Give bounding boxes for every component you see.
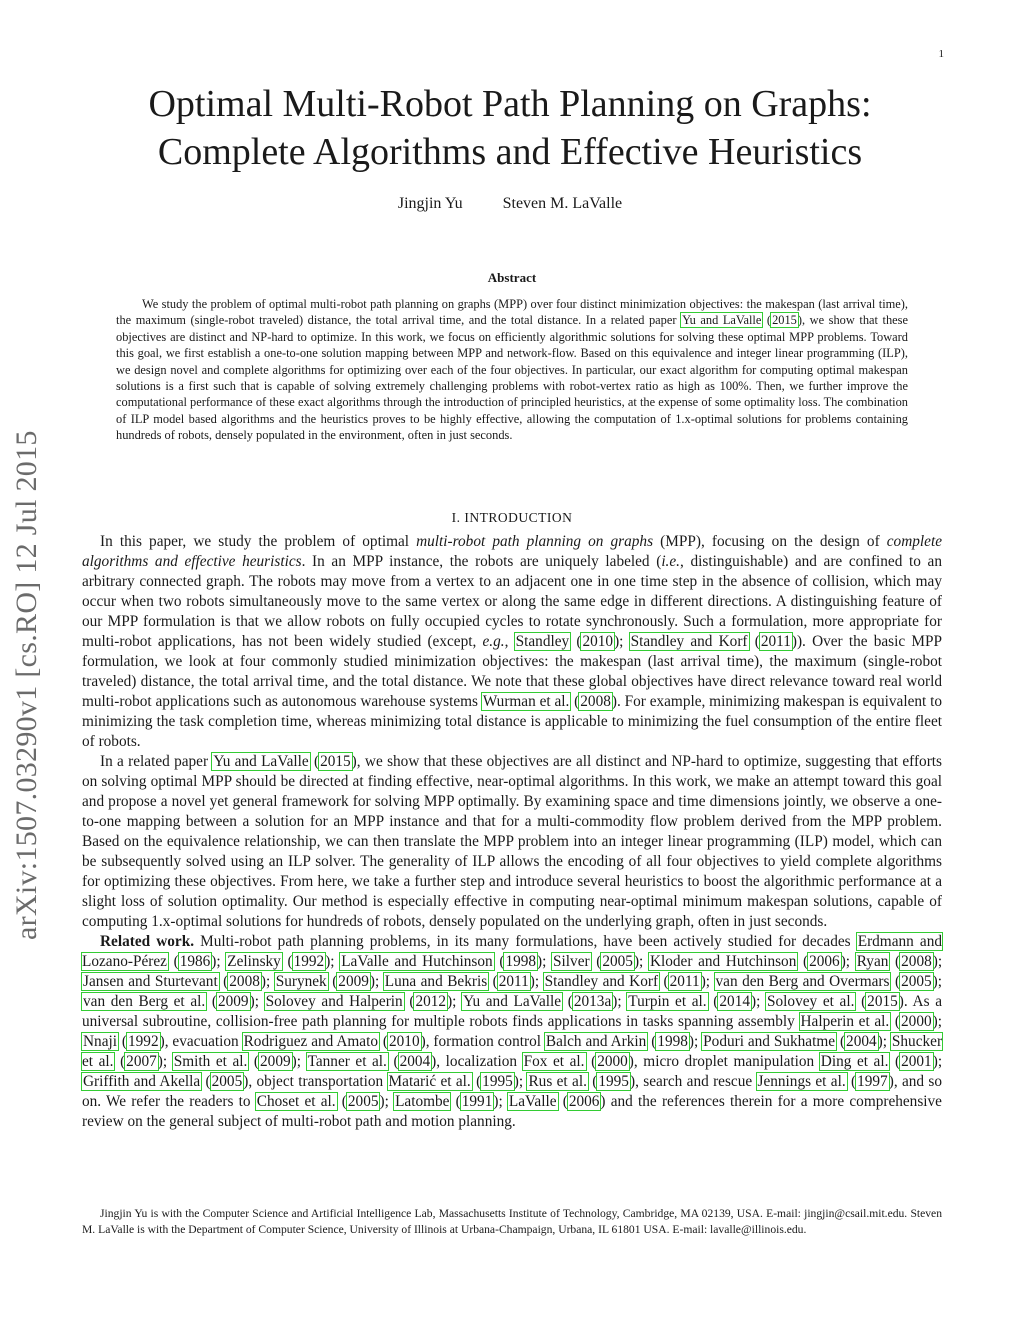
emphasis: i.e. (661, 553, 681, 570)
author-list (100, 195, 920, 213)
intro-paragraph-1: In this paper, we study the problem of optimal multi-robot path planning on graphs (MPP), focusing on the design of complete algorithms and effective heuristics. In an MPP instance, the robots are uniquely labeled (i.e., distinguishable) and are confined to an arbitrary connected graph. The robots may move from a vertex to an adjacent one in one time step in the absence of collision, which may occur when two robots simultaneously move to the same vertex or along the same edge in different directions. A distinguishing feature of our MPP formulation is that we allow robots on fully occupied cycles to rotate synchronously. Such a formulation, more appropriate for multi-robot applications, has not been widely studied (except, e.g., Standley (2010); Standley and Korf (2011)). Over the basic MPP formulation, we look at four commonly studied minimization objectives: the makespan (last arrival time), the maximum (single-robot traveled) distance, the total arrival time, and the total distance. We note that these global objectives have direct relevance toward real world multi-robot applications such as autonomous warehouse systems Wurman et al. (2008). For example, minimizing makespan is equivalent to minimizing the task completion time, whereas minimizing total distance is applicable to minimizing the fuel consumption of the entire fleet of robots. (82, 533, 943, 750)
citation-year-link[interactable]: 2012 (415, 993, 447, 1010)
citation-year-link[interactable]: 2014 (719, 993, 750, 1010)
text: ; (882, 1033, 891, 1050)
abstract-text-2: , we show that these objectives are distinct and NP-hard to optimize. In this work, we focus on efficiently algorithmic solutions for solving these optimal MPP problems. Toward this goal, we first establish a one-to-one solution mapping between MPP and network-flow. Based on this equivalence and integer linear programming (ILP), we design novel and complete algorithms for optimizing over each of the four objectives. In particular, our exact algorithm for computing optimal makespan solutions is a first such that is capable of solving extremely challenging problems with robot-vertex ratio as high as 100%. Then, we further improve the computational performance of these exact algorithms through the introduction of principled heuristics, at the expense of some optimality loss. The combination of ILP model based algorithms and the heuristics proves to be highly effective, allowing the computation of 1.x-optimal solutions for problems containing hundreds of robots, densely populated in the environment, often in just seconds. (116, 313, 908, 443)
citation-link[interactable]: Latombe (395, 1093, 450, 1110)
citation-link[interactable]: LaValle and Hutchinson (341, 953, 493, 970)
citation-link[interactable]: Solovey et al. (767, 993, 855, 1010)
text: ; (452, 993, 463, 1010)
text: ; (498, 1093, 508, 1110)
citation-link[interactable]: Luna and Bekris (384, 973, 488, 990)
section-heading-introduction: I. INTRODUCTION (451, 510, 573, 525)
text: . For example, minimizing makespan is equivalent to minimizing the task completion time, whereas minimizing total distance is applicable to minimizing the fuel consumption of the entire fleet of robots. (82, 693, 943, 750)
citation-year-link[interactable]: 2004 (846, 1033, 877, 1050)
citation-year-link[interactable]: 2005 (211, 1073, 243, 1090)
text: ; (694, 1033, 703, 1050)
citation-link[interactable]: Silver (553, 953, 590, 970)
citation-link[interactable]: Ding et al. (820, 1053, 889, 1070)
citation-link[interactable]: Tanner et al. (307, 1053, 387, 1070)
citation-year-link[interactable]: 1998 (505, 953, 537, 970)
emphasis: complete algorithms and effective heuristics (82, 533, 942, 570)
text: , object transportation (248, 1073, 388, 1090)
text: ; (216, 953, 227, 970)
text: . In an MPP instance, the robots are uniquely labeled ( (301, 553, 662, 570)
text: , micro droplet manipulation (633, 1053, 820, 1070)
citation-link[interactable]: Choset et al. (256, 1093, 336, 1110)
citation-year-link[interactable]: 2005 (602, 953, 633, 970)
text: , and so on. We refer the readers to (82, 1073, 943, 1110)
citation-link[interactable]: Nnaji (83, 1033, 117, 1050)
citation-year-link[interactable]: 2008 (580, 693, 611, 710)
citation-year-link[interactable]: 1992 (128, 1033, 159, 1050)
citation-year-link[interactable]: 2015 (320, 753, 351, 770)
text: ; (534, 973, 544, 990)
citation-link[interactable]: van den Berg and Overmars (715, 973, 890, 990)
citation-year-link[interactable]: 2001 (901, 1053, 932, 1070)
text: ; (384, 1093, 395, 1110)
text: , formation control (425, 1033, 545, 1050)
citation-year-link[interactable]: 2011 (498, 973, 529, 990)
related-work-label: Related work. (100, 933, 195, 950)
citation-year-link[interactable]: 2005 (347, 1093, 379, 1110)
text: ; (518, 1073, 528, 1090)
citation-year-link[interactable]: 1995 (482, 1073, 513, 1090)
citation-link[interactable]: Zelinsky (227, 953, 281, 970)
emphasis: multi-robot path planning on graphs (416, 533, 654, 550)
citation-year-link[interactable]: 2005 (901, 973, 932, 990)
citation-link[interactable]: Wurman et al. (482, 693, 570, 710)
citation-link[interactable]: Kloder and Hutchinson (649, 953, 797, 970)
citation-link[interactable]: Halperin et al. (800, 1013, 890, 1030)
citation-year-link[interactable]: 1997 (857, 1073, 888, 1090)
page-number: 1 (938, 48, 944, 60)
text: ; (617, 993, 628, 1010)
text: ; (937, 953, 943, 970)
title-line-2: Complete Algorithms and Effective Heuristics (157, 131, 863, 173)
citation-year-link[interactable]: 2006 (809, 953, 840, 970)
citation-link[interactable]: Poduri and Sukhatme (703, 1033, 836, 1050)
text: ; (254, 993, 265, 1010)
citation-year-link[interactable]: 2007 (126, 1053, 157, 1070)
intro-paragraph-2: In a related paper Yu and LaValle (2015), we show that these objectives are all distinct and NP-hard to optimize, suggesting that efforts on solving optimal MPP should be directed at finding effective, near-optimal algorithms. In this work, we make an attempt toward this goal and propose a novel yet general framework for solving MPP optimally. By examining space and time dimensions jointly, we observe a one-to-one mapping between a solution for an MPP instance and that for a multi-commodity flow problem derived from the MPP problem. Based on the equivalence relationship, we can then translate the MPP problem into an integer linear programming (ILP) model, which can be subsequently solved using an ILP solver. The generality of ILP allows the encoding of all four objectives to yield complete algorithms for optimizing these objectives. From here, we take a further step and introduce several heuristics to boost the algorithmic performance at a slight loss of solution optimality. Our method is especially effective in computing near-optimal minimum makespan solutions, capable of computing 1.x-optimal solutions for hundreds of robots, densely populated on the underlying graph, often in just seconds. (82, 753, 943, 930)
citation-link[interactable]: Balch and Arkin (545, 1033, 647, 1050)
text: In this paper, we study the problem of optimal (100, 533, 417, 550)
author-2: Steven M. LaValle (502, 195, 623, 212)
citation-year-link[interactable]: 2006 (568, 1093, 600, 1110)
citation-year-link[interactable]: 2000 (597, 1053, 628, 1070)
text: , we show that these objectives are all distinct and NP-hard to optimize, suggesting that efforts on solving optimal MPP should be directed at finding effective, near-optimal algorithms. In this work, we make an attempt toward this goal and propose a novel yet general framework for solving MPP optimally. By examining space and time dimensions jointly, we observe a one-to-one mapping between a solution for an MPP instance and that for a multi-commodity flow problem derived from the MPP problem. Based on the equivalence relationship, we can then translate the MPP problem into an integer linear programming (ILP) model, which can be subsequently solved using an ILP solver. The generality of ILP allows the encoding of all four objectives to yield complete algorithms for optimizing these objectives. From here, we take a further step and introduce several heuristics to boost the algorithmic performance at a slight loss of solution optimality. Our method is especially effective in computing near-optimal minimum makespan solutions, capable of computing 1.x-optimal solutions for hundreds of robots, densely populated on the underlying graph, often in just seconds. (82, 753, 943, 930)
citation-year-link[interactable]: 2009 (260, 1053, 291, 1070)
emphasis: e.g. (482, 633, 505, 650)
text: , evacuation (164, 1033, 243, 1050)
related-work-paragraph (82, 932, 942, 1132)
text: , distinguishable) and are confined to an arbitrary connected graph. The robots may move from a vertex to an adjacent one in one time step in the absence of collision, which may occur when two robots simultaneously move to the same vertex or along the same edge in different directions. A distinguishing feature of our MPP formulation is that we allow robots on fully occupied cycles to rotate synchronously. Such a formulation, more appropriate for multi-robot applications, has not been widely studied (except, (82, 553, 942, 650)
citation-year-link[interactable]: 2008 (229, 973, 260, 990)
paper-title (100, 80, 920, 176)
citation-link[interactable]: Fox et al. (523, 1053, 585, 1070)
text: ; (845, 953, 856, 970)
introduction-body (82, 532, 942, 1132)
citation-year-link[interactable]: 2011 (669, 973, 700, 990)
citation-link[interactable]: Shucker et al. (82, 1033, 943, 1070)
citation-link[interactable]: Yu and LaValle (463, 993, 562, 1010)
text: , (504, 633, 515, 650)
text: and the references therein for a more comprehensive review on the general subject of multi-robot path and motion planning. (82, 1093, 942, 1130)
citation-link[interactable]: Rus et al. (528, 1073, 587, 1090)
text: , search and rescue (635, 1073, 757, 1090)
citation-link[interactable]: Turpin et al. (628, 993, 707, 1010)
citation-link[interactable]: Erdmann and Lozano-Pérez (82, 933, 942, 970)
citation-link[interactable]: Matarić et al. (388, 1073, 471, 1090)
citation-year-link[interactable]: 2000 (901, 1013, 932, 1030)
citation-year-link[interactable]: 2004 (399, 1053, 431, 1070)
related-work-citations: Erdmann and Lozano-Pérez (1986); Zelinsky (1992); LaValle and Hutchinson (1998); Silver (2005); Kloder and Hutchinson (2006); Ryan (2008); Jansen and Sturtevant (2008); Surynek (2009); Luna and Bekris (2011); Standley and Korf (2011); van den Berg and Overmars (2005); van den Berg et al. (2009); Solovey and Halperin (2012); Yu and LaValle (2013a); Turpin et al. (2014); Solovey et al. (2015). As a universal subroutine, collision-free path planning for multiple robots finds applications in tasks spanning assembly Halperin et al. (2000); Nnaji (1992), evacuation Rodriguez and Amato (2010), formation control Balch and Arkin (1998); Poduri and Sukhatme (2004); Shucker et al. (2007); Smith et al. (2009); Tanner et al. (2004), localization Fox et al. (2000), micro droplet manipulation Ding et al. (2001); Griffith and Akella (2005), object transportation Matarić et al. (1995); Rus et al. (1995), search and rescue Jennings et al. (1997), and so on. We refer the readers to Choset et al. (2005); Latombe (1991); LaValle (2006) (82, 933, 943, 1110)
text: . As a universal subroutine, collision-free path planning for multiple robots finds applications in tasks spanning assembly (82, 993, 942, 1030)
citation-link[interactable]: Yu and LaValle (213, 753, 309, 770)
citation-year-link[interactable]: 1995 (598, 1073, 629, 1090)
text: (MPP), focusing on the design of (653, 533, 887, 550)
author-1: Jingjin Yu (397, 195, 463, 212)
citation-year-link[interactable]: 2009 (338, 973, 369, 990)
citation-year-link[interactable]: 2009 (217, 993, 249, 1010)
citation-year-link[interactable]: 2015 (772, 313, 797, 328)
citation-link[interactable]: Surynek (275, 973, 327, 990)
citation-link[interactable]: Rodriguez and Amato (243, 1033, 378, 1050)
text: ; (937, 1053, 943, 1070)
text: Multi-robot path planning problems, in its many formulations, have been actively studied for decades (194, 933, 857, 950)
citation-link[interactable]: Standley and Korf (630, 633, 748, 650)
author-affiliation-footnote: Jingjin Yu is with the Computer Science and Artificial Intelligence Lab, Massachusetts Institute of Technology, Cambridge, MA 02139, USA. E-mail: jingjin@csail.mit.edu. Steven M. LaValle is with the Department of Computer Science, University of Illinois at Urbana-Champaign, Urbana, IL 61801 USA. E-mail: lavalle@illinois.edu. (82, 1207, 942, 1236)
citation-year-link[interactable]: 2010 (389, 1033, 420, 1050)
abstract-text-1: We study the problem of optimal multi-robot path planning on graphs (MPP) over four distinct minimization objectives: the makespan (last arrival time), the maximum (single-robot traveled) distance, the total arrival time, and the total distance. In a related paper (116, 297, 908, 328)
text: ; (756, 993, 767, 1010)
citation-link[interactable]: Standley (515, 633, 570, 650)
citation-link[interactable]: Jennings et al. (757, 1073, 846, 1090)
citation-link[interactable]: LaValle (508, 1093, 557, 1110)
citation-link[interactable]: Solovey and Halperin (265, 993, 403, 1010)
citation-year-link[interactable]: 2011 (760, 633, 791, 650)
text: ; (375, 973, 384, 990)
text: In a related paper (100, 753, 213, 770)
citation-year-link[interactable]: 2008 (901, 953, 932, 970)
citation-link[interactable]: van den Berg et al. (83, 993, 206, 1010)
citation-year-link[interactable]: 1998 (657, 1033, 688, 1050)
text: ; (542, 953, 553, 970)
citation-year-link[interactable]: 1991 (461, 1093, 493, 1110)
citation-link[interactable]: Standley and Korf (544, 973, 659, 990)
text: ; (705, 973, 715, 990)
citation-link[interactable]: Ryan (856, 953, 889, 970)
citation-year-link[interactable]: 1986 (179, 953, 211, 970)
text: ; (330, 953, 341, 970)
text: ; (265, 973, 275, 990)
text: ; (937, 1013, 942, 1030)
title-line-1: Optimal Multi-Robot Path Planning on Graphs: (148, 83, 872, 125)
abstract-body: We study the problem of optimal multi-robot path planning on graphs (MPP) over four distinct minimization objectives: the makespan (last arrival time), the maximum (single-robot traveled) distance, the total arrival time, and the total distance. In a related paper Yu and LaValle (2015), we show that these objectives are distinct and NP-hard to optimize. In this work, we focus on efficiently algorithmic solutions for solving these optimal MPP problems. Toward this goal, we first establish a one-to-one solution mapping between MPP and network-flow. Based on this equivalence and integer linear programming (ILP), we design novel and complete algorithms for optimizing over each of the four objectives. In particular, our exact algorithm for computing optimal makespan solutions is a first such that is capable of solving extremely challenging problems with robot-vertex ratio as high as 100%. Then, we further improve the computational performance of these exact algorithms through the introduction of principled heuristics, at the expense of some optimality loss. The combination of ILP model based algorithms and the heuristics proves to be highly effective, allowing the computation of 1.x-optimal solutions for problems containing hundreds of robots, densely populated in the environment, often in just seconds. (116, 297, 908, 443)
citation-year-link[interactable]: 1992 (293, 953, 325, 970)
text: ; (937, 973, 943, 990)
citation-year-link[interactable]: 2015 (867, 993, 898, 1010)
citation-year-link[interactable]: 2010 (582, 633, 614, 650)
text: , localization (436, 1053, 523, 1070)
abstract-heading: Abstract (487, 270, 537, 285)
citation-year-link[interactable]: 2013a (573, 993, 612, 1010)
citation-link[interactable]: Smith et al. (173, 1053, 248, 1070)
citation-link[interactable]: Jansen and Sturtevant (83, 973, 218, 990)
text: ; (296, 1053, 307, 1070)
citation-link[interactable]: Griffith and Akella (83, 1073, 201, 1090)
citation-link[interactable]: Yu and LaValle (682, 313, 762, 328)
text: ). Over the basic MPP formulation, we look at four commonly studied minimization objectives: the makespan (last arrival time), the maximum (single-robot traveled) distance, the total arrival time, and the total distance. We note that these global objectives have direct relevance toward real world multi-robot applications such as autonomous warehouse systems (82, 633, 942, 710)
text: ; (162, 1053, 173, 1070)
text: ; (639, 953, 649, 970)
arxiv-stamp: arXiv:1507.03290v1 [cs.RO] 12 Jul 2015 (10, 430, 43, 940)
